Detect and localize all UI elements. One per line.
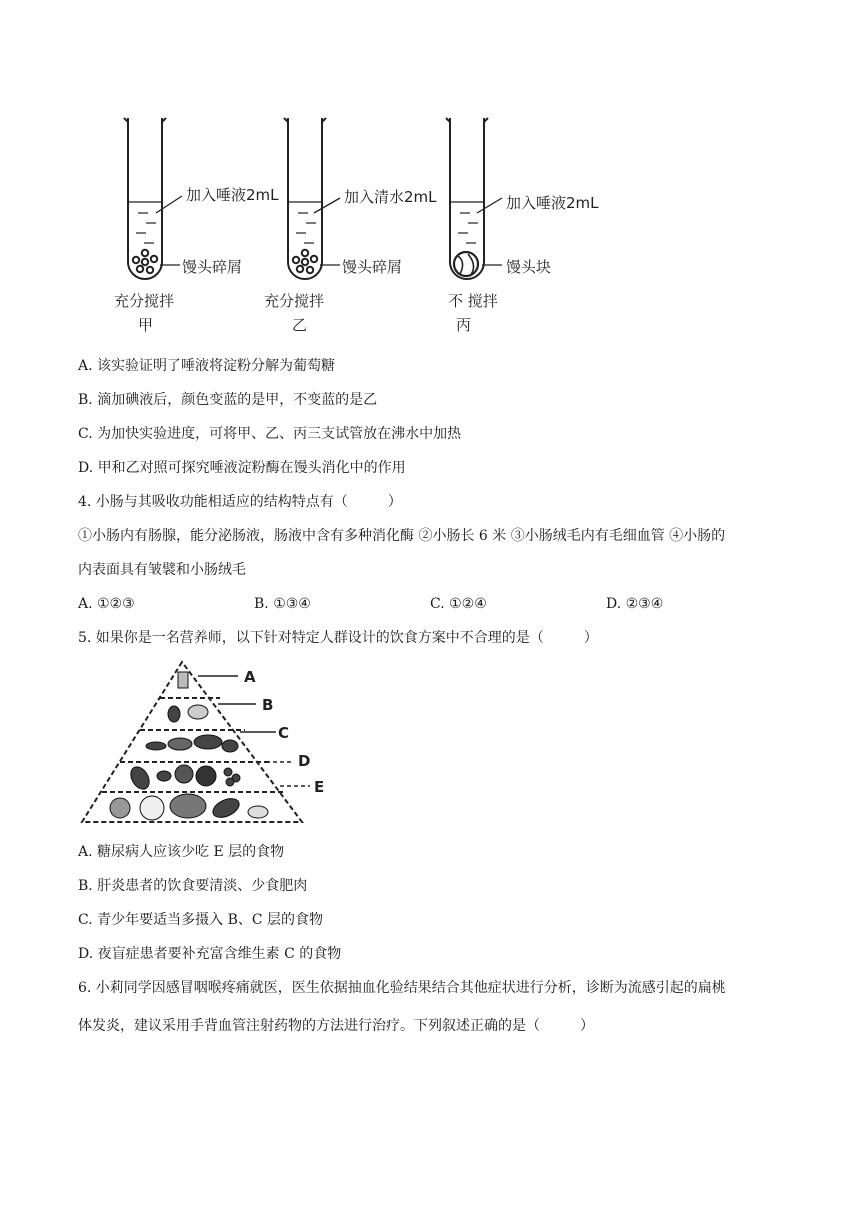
q4-stem-text: 4. 小肠与其吸收功能相适应的结构特点有（ [78, 494, 348, 510]
test-tubes-drawing [100, 110, 620, 340]
q5-option-d: D. 夜盲症患者要补充富含维生素 C 的食物 [78, 946, 342, 962]
q4-option-a: A. ①②③ [78, 596, 135, 612]
tube1-name: 甲 [138, 316, 154, 334]
tube3-caption: 不 搅拌 [448, 292, 498, 310]
q4-description-line2: 内表面具有皱襞和小肠绒毛 [78, 562, 246, 578]
q5-stem-text: 5. 如果你是一名营养师，以下针对特定人群设计的饮食方案中不合理的是（ [78, 630, 544, 646]
q5-stem [78, 628, 598, 648]
q3-option-a: A. 该实验证明了唾液将淀粉分解为葡萄糖 [78, 358, 336, 374]
pyramid-label-b: B [262, 696, 274, 714]
q4-option-d: D. ②③④ [606, 596, 664, 612]
tube1-caption: 充分搅拌 [114, 292, 175, 310]
food-pyramid-drawing [80, 658, 340, 828]
tube3-content-label: 馒头块 [506, 258, 552, 276]
tube-jia [124, 118, 182, 279]
q5-option-b: B. 肝炎患者的饮食要清淡、少食肥肉 [78, 878, 308, 894]
pyramid-label-a: A [244, 668, 256, 686]
tube-bing [446, 118, 502, 279]
tube2-content-label: 馒头碎屑 [342, 258, 403, 276]
tube-yi [284, 118, 340, 279]
q4-description-line1: ①小肠内有肠腺，能分泌肠液，肠液中含有多种消化酶 ②小肠长 6 米 ③小肠绒毛内有毛细血管 ④小肠的 [78, 528, 726, 544]
q4-stem [78, 492, 402, 512]
q5-option-a: A. 糖尿病人应该少吃 E 层的食物 [78, 844, 285, 860]
q6-stem-text: 体发炎，建议采用手背血管注射药物的方法进行治疗。下列叙述正确的是（ [78, 1018, 540, 1034]
tube1-content-label: 馒头碎屑 [182, 258, 243, 276]
q3-option-d: D. 甲和乙对照可探究唾液淀粉酶在馒头消化中的作用 [78, 460, 406, 476]
q6-stem-close: ） [580, 1018, 594, 1034]
q6-stem-line1: 6. 小莉同学因感冒咽喉疼痛就医，医生依据抽血化验结果结合其他症状进行分析，诊断为流感引起的扁桃 [78, 980, 726, 996]
tube3-name: 丙 [456, 316, 472, 334]
tube2-name: 乙 [292, 316, 308, 334]
q5-stem-close: ） [583, 630, 598, 646]
tube1-add-label: 加入唾液2mL [186, 186, 279, 204]
food-pyramid-figure [80, 658, 340, 828]
tube2-add-label: 加入清水2mL [344, 188, 437, 206]
test-tube-figure [100, 110, 620, 340]
tube2-caption: 充分搅拌 [264, 292, 325, 310]
q4-option-c: C. ①②④ [430, 596, 487, 612]
tube3-add-label: 加入唾液2mL [506, 194, 599, 212]
pyramid-label-e: E [314, 778, 325, 796]
pyramid-label-c: C [278, 724, 290, 742]
q4-stem-close: ） [387, 494, 402, 510]
q3-option-c: C. 为加快实验进度，可将甲、乙、丙三支试管放在沸水中加热 [78, 426, 462, 442]
pyramid-label-d: D [298, 752, 311, 770]
q3-option-b: B. 滴加碘液后，颜色变蓝的是甲，不变蓝的是乙 [78, 392, 378, 408]
q6-stem-line2 [78, 1016, 594, 1036]
q4-option-b: B. ①③④ [254, 596, 311, 612]
q5-option-c: C. 青少年要适当多摄入 B、C 层的食物 [78, 912, 324, 928]
